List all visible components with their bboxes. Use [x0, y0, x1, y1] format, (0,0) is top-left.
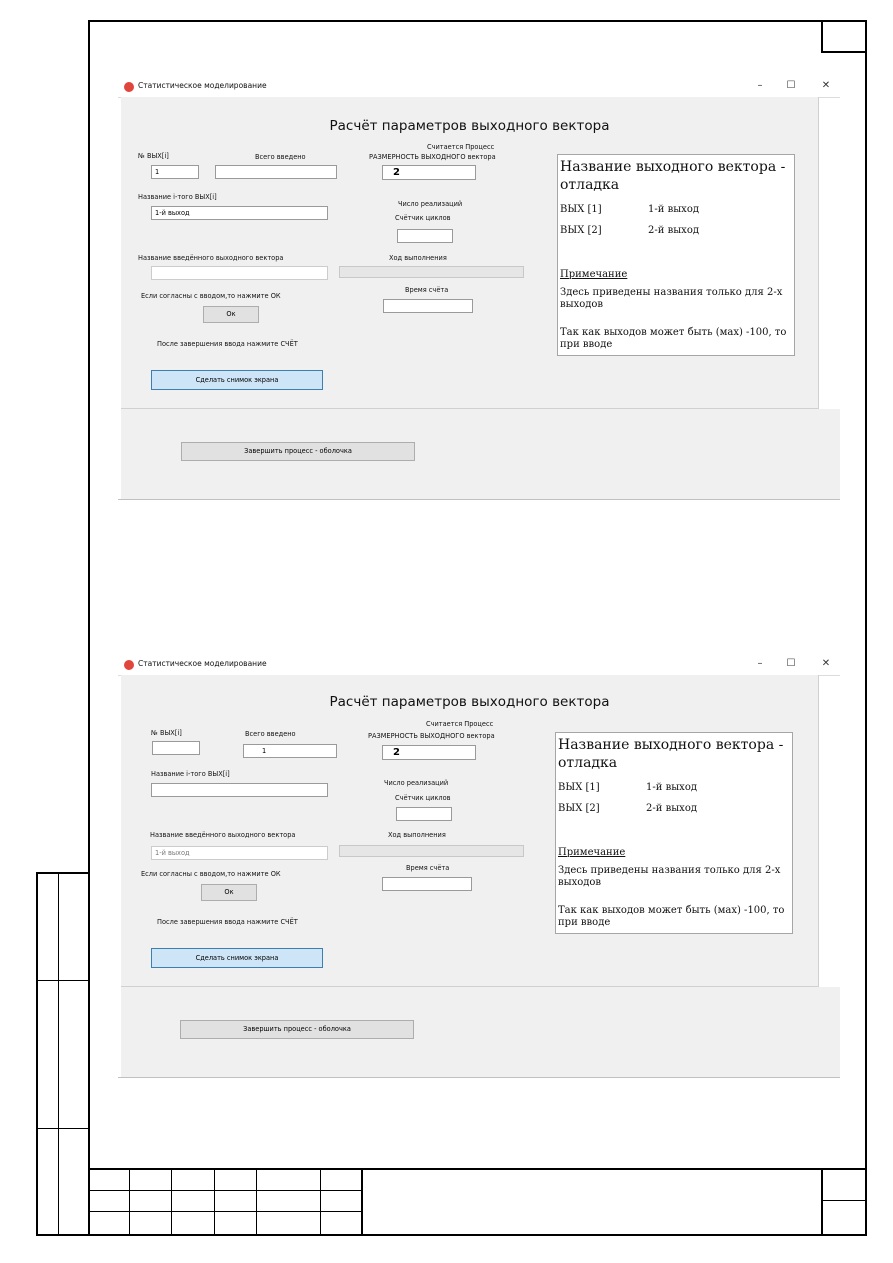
vector-names-panel — [557, 154, 795, 356]
process-label: Считается Процесс — [426, 720, 494, 728]
ok-button[interactable]: Ок — [203, 306, 259, 323]
name-i-input[interactable]: 1-й выход — [151, 206, 328, 220]
finish-button[interactable]: Завершить процесс - оболочка — [180, 1020, 414, 1039]
process-label: Считается Процесс — [427, 143, 495, 151]
calc-time-input[interactable] — [382, 877, 472, 891]
app-icon — [124, 660, 134, 670]
out-no-label: № ВЫХ[i] — [151, 729, 182, 737]
name-i-input[interactable] — [151, 783, 328, 797]
name-i-label: Название i-того ВЫХ[i] — [151, 770, 230, 778]
after-input-label: После завершения ввода нажмите СЧЁТ — [157, 340, 298, 348]
agree-label: Если согласны с вводом,то нажмите ОК — [141, 870, 281, 878]
after-input-label: После завершения ввода нажмите СЧЁТ — [157, 918, 298, 926]
dimension-input[interactable]: 2 — [382, 165, 476, 180]
realizations-label: Число реализаций — [384, 779, 449, 787]
finish-button[interactable]: Завершить процесс - оболочка — [181, 442, 415, 461]
title-bar — [118, 655, 840, 675]
app-window-1 — [118, 77, 840, 501]
maximize-button[interactable]: ☐ — [786, 658, 796, 669]
panel-title: Название выходного вектора - отладка — [558, 737, 784, 771]
panel-note-text: Здесь приведены названия только для 2-х выходов — [560, 287, 783, 310]
window-title: Статистическое моделирование — [138, 81, 267, 90]
total-entered-label: Всего введено — [255, 153, 306, 161]
panel-row-key: ВЫХ [2] — [560, 225, 602, 236]
minimize-button[interactable]: – — [757, 80, 763, 91]
ok-button[interactable]: Ок — [201, 884, 257, 901]
title-bar — [118, 77, 840, 97]
cycle-counter-label: Счётчик циклов — [395, 214, 451, 222]
screenshot-button[interactable]: Сделать снимок экрана — [151, 370, 323, 390]
panel-note-label: Примечание — [558, 847, 626, 858]
panel-row-value: 2-й выход — [646, 803, 697, 814]
calc-time-label: Время счёта — [405, 286, 449, 294]
progress-bar — [339, 266, 524, 278]
entered-name-input[interactable]: 1-й выход — [151, 846, 328, 860]
cycle-counter-input[interactable] — [397, 229, 453, 243]
progress-label: Ход выполнения — [388, 831, 446, 839]
agree-label: Если согласны с вводом,то нажмите ОК — [141, 292, 281, 300]
progress-label: Ход выполнения — [389, 254, 447, 262]
out-no-label: № ВЫХ[i] — [138, 152, 169, 160]
panel-note-text: Так как выходов может быть (мах) -100, то при вводе — [560, 327, 787, 350]
progress-bar — [339, 845, 524, 857]
panel-row-key: ВЫХ [1] — [560, 204, 602, 215]
entered-name-label: Название введённого выходного вектора — [138, 254, 284, 262]
panel-row-key: ВЫХ [1] — [558, 782, 600, 793]
realizations-label: Число реализаций — [398, 200, 463, 208]
form-area — [121, 675, 818, 986]
cycle-counter-label: Счётчик циклов — [395, 794, 451, 802]
out-no-input[interactable]: 1 — [151, 165, 199, 179]
close-button[interactable]: ✕ — [821, 80, 831, 91]
dimension-label: РАЗМЕРНОСТЬ ВЫХОДНОГО вектора — [368, 732, 495, 740]
calc-time-input[interactable] — [383, 299, 473, 313]
out-no-input[interactable] — [152, 741, 200, 755]
panel-note-label: Примечание — [560, 269, 628, 280]
minimize-button[interactable]: – — [757, 658, 763, 669]
app-window-2 — [118, 655, 840, 1079]
panel-note-text: Так как выходов может быть (мах) -100, то при вводе — [558, 905, 785, 928]
panel-row-value: 2-й выход — [648, 225, 699, 236]
panel-row-key: ВЫХ [2] — [558, 803, 600, 814]
form-area — [121, 97, 818, 408]
calc-time-label: Время счёта — [406, 864, 450, 872]
screenshot-button[interactable]: Сделать снимок экрана — [151, 948, 323, 968]
window-title: Статистическое моделирование — [138, 659, 267, 668]
sheet-number-box — [821, 20, 867, 53]
close-button[interactable]: ✕ — [821, 658, 831, 669]
entered-name-label: Название введённого выходного вектора — [150, 831, 296, 839]
panel-note-text: Здесь приведены названия только для 2-х выходов — [558, 865, 781, 888]
total-entered-label: Всего введено — [245, 730, 296, 738]
vector-names-panel — [555, 732, 793, 934]
form-heading: Расчёт параметров выходного вектора — [329, 118, 610, 134]
total-entered-input[interactable] — [215, 165, 337, 179]
maximize-button[interactable]: ☐ — [786, 80, 796, 91]
dimension-label: РАЗМЕРНОСТЬ ВЫХОДНОГО вектора — [369, 153, 496, 161]
form-heading: Расчёт параметров выходного вектора — [329, 694, 610, 710]
name-i-label: Название i-того ВЫХ[i] — [138, 193, 217, 201]
panel-row-value: 1-й выход — [648, 204, 699, 215]
entered-name-input[interactable] — [151, 266, 328, 280]
total-entered-input[interactable]: 1 — [243, 744, 337, 758]
dimension-input[interactable]: 2 — [382, 745, 476, 760]
panel-row-value: 1-й выход — [646, 782, 697, 793]
app-icon — [124, 82, 134, 92]
cycle-counter-input[interactable] — [396, 807, 452, 821]
panel-title: Название выходного вектора - отладка — [560, 159, 786, 193]
